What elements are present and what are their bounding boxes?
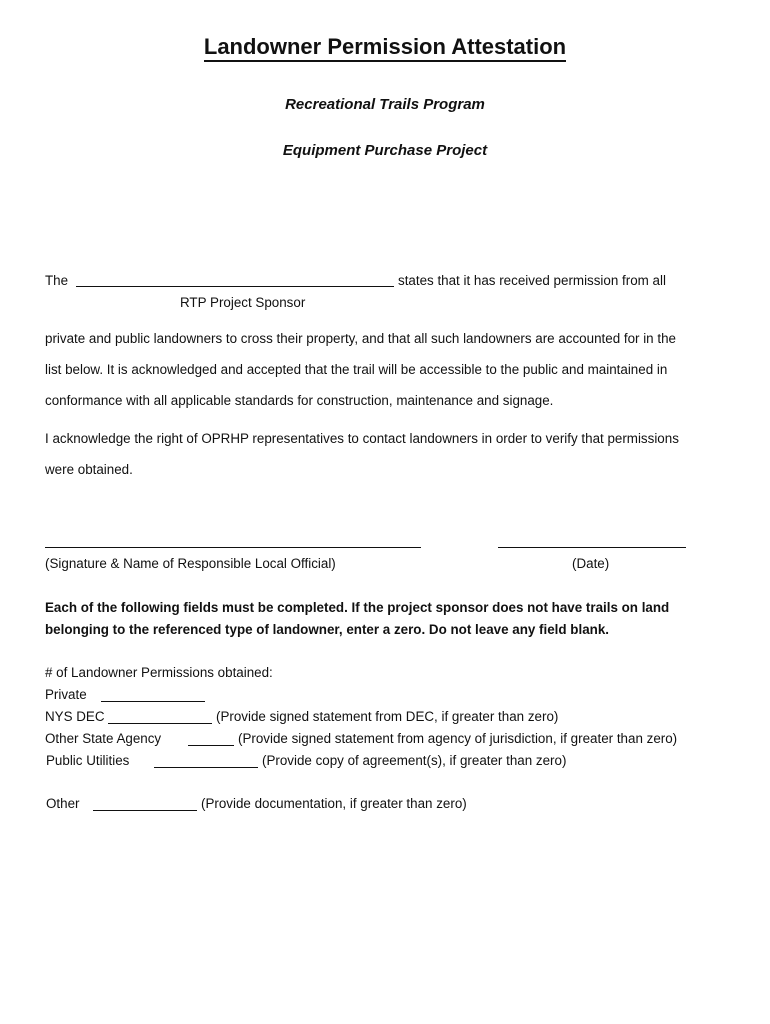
sponsor-statement-line-4: conformance with all applicable standards for construction, maintenance and signage. — [45, 393, 554, 408]
date-caption: (Date) — [572, 556, 610, 571]
sponsor-name-field[interactable] — [76, 286, 394, 287]
sponsor-statement-line-2: private and public landowners to cross their property, and that all such landowners are accounted for in the — [45, 331, 676, 346]
nysdec-count-field[interactable] — [108, 723, 212, 724]
document-title — [0, 34, 770, 60]
date-field[interactable] — [498, 547, 686, 548]
project-subtitle: Equipment Purchase Project — [282, 142, 488, 159]
other-state-agency-count-field[interactable] — [188, 745, 234, 746]
nysdec-note: (Provide signed statement from DEC, if greater than zero) — [216, 709, 559, 724]
instructions-line-1: Each of the following fields must be completed. If the project sponsor does not have trails on land — [45, 600, 670, 615]
signature-field[interactable] — [45, 547, 421, 548]
public-utilities-count-field[interactable] — [154, 767, 258, 768]
sponsor-statement-line-3: list below. It is acknowledged and accepted that the trail will be accessible to the public and maintained in — [45, 362, 668, 377]
public-utilities-note: (Provide copy of agreement(s), if greater than zero) — [262, 753, 567, 768]
permissions-heading: # of Landowner Permissions obtained: — [45, 665, 273, 680]
other-state-agency-note: (Provide signed statement from agency of jurisdiction, if greater than zero) — [238, 731, 678, 746]
private-row — [45, 687, 87, 703]
sponsor-field-caption: RTP Project Sponsor — [180, 295, 306, 310]
other-label: Other — [46, 796, 80, 811]
other-count-field[interactable] — [93, 810, 197, 811]
sponsor-prefix: The — [45, 273, 69, 288]
nysdec-label: NYS DEC — [45, 709, 105, 724]
private-label: Private — [45, 687, 87, 702]
acknowledgement-line-2: were obtained. — [45, 462, 133, 477]
private-count-field[interactable] — [101, 701, 205, 702]
program-subtitle: Recreational Trails Program — [285, 96, 485, 113]
sponsor-suffix: states that it has received permission from all — [398, 273, 666, 288]
document-title-text: Landowner Permission Attestation — [204, 34, 566, 62]
signature-caption: (Signature & Name of Responsible Local Official) — [45, 556, 336, 571]
other-state-agency-label: Other State Agency — [45, 731, 162, 746]
acknowledgement-line-1: I acknowledge the right of OPRHP representatives to contact landowners in order to verify that permissions — [45, 431, 679, 446]
instructions-line-2: belonging to the referenced type of landowner, enter a zero. Do not leave any field blank. — [45, 622, 610, 637]
public-utilities-label: Public Utilities — [46, 753, 130, 768]
other-note: (Provide documentation, if greater than zero) — [201, 796, 467, 811]
